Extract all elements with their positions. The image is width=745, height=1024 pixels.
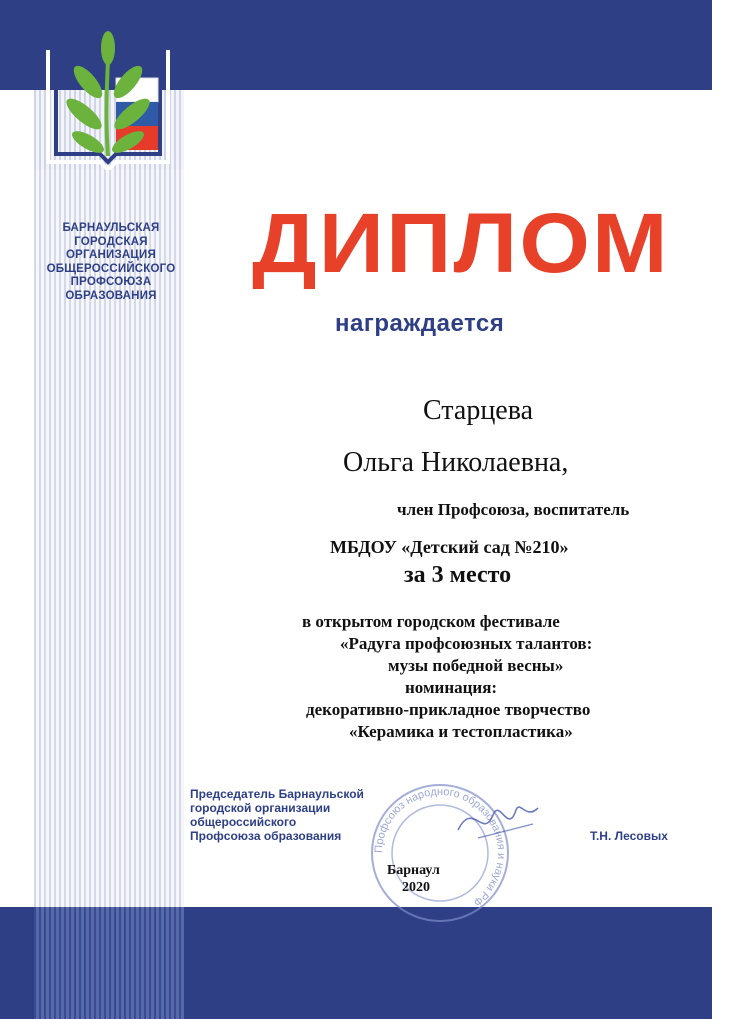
city: Барнаул [387,863,440,878]
festival-line: декоративно-прикладное творчество [306,700,591,719]
org-name-line: ОБРАЗОВАНИЯ [65,289,157,302]
signature-icon [448,790,548,850]
organization-name [36,222,186,303]
org-name-line: ОРГАНИЗАЦИЯ [66,249,156,261]
festival-line: номинация: [405,678,498,697]
org-name-line: ОБЩЕРОССИЙСКОГО [46,262,176,275]
org-name-line: ПРОФСОЮЗА [70,276,152,288]
open-book-sprout-logo-icon [38,30,178,170]
org-name-line: ГОРОДСКАЯ [74,235,148,248]
festival-line: «Керамика и тестопластика» [349,722,573,741]
festival-line: музы победной весны» [388,656,564,675]
chairman-title-line: общероссийского [190,815,297,829]
festival-line: «Радуга профсоюзных талантов: [340,634,593,653]
festival-line: в открытом городском фестивале [302,612,560,631]
awarded-heading: награждается [335,310,505,337]
chairman-title-line: Профсоюза образования [190,829,342,843]
left-stripes-bottom [34,907,184,1019]
recipient-name: Ольга Николаевна, [343,447,569,478]
recipient-surname: Старцева [423,395,534,426]
recipient-school: МБДОУ «Детский сад №210» [330,537,569,557]
recipient-role: член Профсоюза, воспитатель [397,500,630,519]
year: 2020 [402,880,430,895]
chairman-title-line: Председатель Барнаульской [190,787,364,801]
stamp-text: Профсоюз народного образования и науки РФ [372,785,508,909]
diploma-title: ДИПЛОМ [252,196,670,290]
chairman-title-line: городской организации [190,801,331,815]
award-place: за 3 место [404,562,512,588]
signer-name: Т.Н. Лесовых [590,829,668,843]
org-name-line: БАРНАУЛЬСКАЯ [62,222,160,234]
